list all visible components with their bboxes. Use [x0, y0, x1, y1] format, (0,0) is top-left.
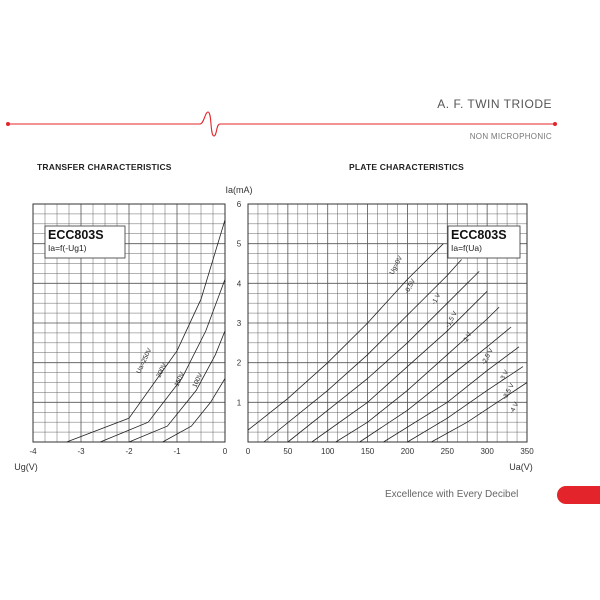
transfer-series-label: 100V	[191, 372, 205, 389]
plate-series-line	[312, 291, 487, 442]
transfer-series-line	[100, 279, 225, 442]
plate-series-label: -2,5 V	[480, 347, 495, 366]
transfer-x-axis-label: Ug(V)	[14, 462, 38, 472]
plate-x-tick-label: 150	[360, 447, 375, 456]
plate-x-tick-label: 350	[520, 447, 534, 456]
plate-series-label: -1 V	[430, 292, 443, 306]
plate-x-tick-label: 300	[480, 447, 494, 456]
plate-y-tick-label: 3	[236, 319, 242, 328]
plate-x-axis-label: Ua(V)	[509, 462, 533, 472]
plate-y-tick-label: 2	[236, 358, 242, 368]
waveform-end-dot	[553, 122, 557, 126]
transfer-series-label: 200V	[155, 362, 169, 379]
footer-tagline: Excellence with Every Decibel	[385, 489, 519, 500]
transfer-info-box-title: ECC803S	[48, 228, 104, 242]
waveform-start-dot	[6, 122, 10, 126]
plate-x-tick-label: 0	[245, 447, 251, 456]
transfer-info-box-subtitle: Ia=f(-Ug1)	[48, 243, 87, 253]
transfer-x-tick-label: -3	[77, 447, 85, 456]
page-title: A. F. TWIN TRIODE	[437, 97, 552, 111]
plate-series-line	[384, 347, 520, 442]
plate-x-tick-label: 200	[400, 447, 415, 456]
charts-area	[0, 178, 600, 478]
transfer-x-tick-label: -4	[29, 447, 37, 456]
transfer-x-tick-label: -1	[173, 447, 181, 456]
red-accent-tab	[557, 486, 600, 504]
plate-chart	[237, 200, 534, 472]
plate-x-tick-label: 250	[440, 447, 454, 456]
plate-series-label: -4 V	[508, 401, 521, 415]
transfer-y-axis-label: Ia(mA)	[225, 185, 253, 195]
plate-series-label: -3,5 V	[501, 382, 516, 401]
transfer-x-tick-label: 0	[222, 447, 228, 456]
plate-y-tick-label: 6	[236, 200, 242, 209]
transfer-x-tick-label: -2	[125, 447, 133, 456]
plate-y-tick-label: 5	[236, 239, 242, 249]
plate-series-label: Ug=0V	[388, 254, 405, 276]
plate-info-box-title: ECC803S	[451, 228, 507, 242]
plate-series-label: -2 V	[461, 331, 474, 345]
plate-series-label: -1,5 V	[444, 310, 459, 329]
transfer-series-label: Ua=250V	[135, 347, 154, 375]
plate-series-label: -3 V	[498, 369, 511, 383]
plate-chart-title: PLATE CHARACTERISTICS	[349, 162, 465, 172]
page-subtitle: NON MICROPHONIC	[469, 132, 552, 141]
plate-series-line	[360, 327, 512, 442]
transfer-series-label: 150V	[173, 371, 187, 388]
plate-y-tick-label: 4	[236, 279, 242, 289]
plate-x-tick-label: 50	[283, 447, 293, 456]
plate-series-line	[264, 260, 462, 443]
plate-series-label: -0,5V	[403, 277, 418, 295]
plate-y-tick-label: 1	[236, 398, 242, 408]
plate-x-tick-label: 100	[321, 447, 335, 456]
transfer-chart-title: TRANSFER CHARACTERISTICS	[37, 162, 172, 172]
transfer-chart	[14, 185, 252, 472]
plate-info-box-subtitle: Ia=f(Ua)	[451, 243, 482, 253]
